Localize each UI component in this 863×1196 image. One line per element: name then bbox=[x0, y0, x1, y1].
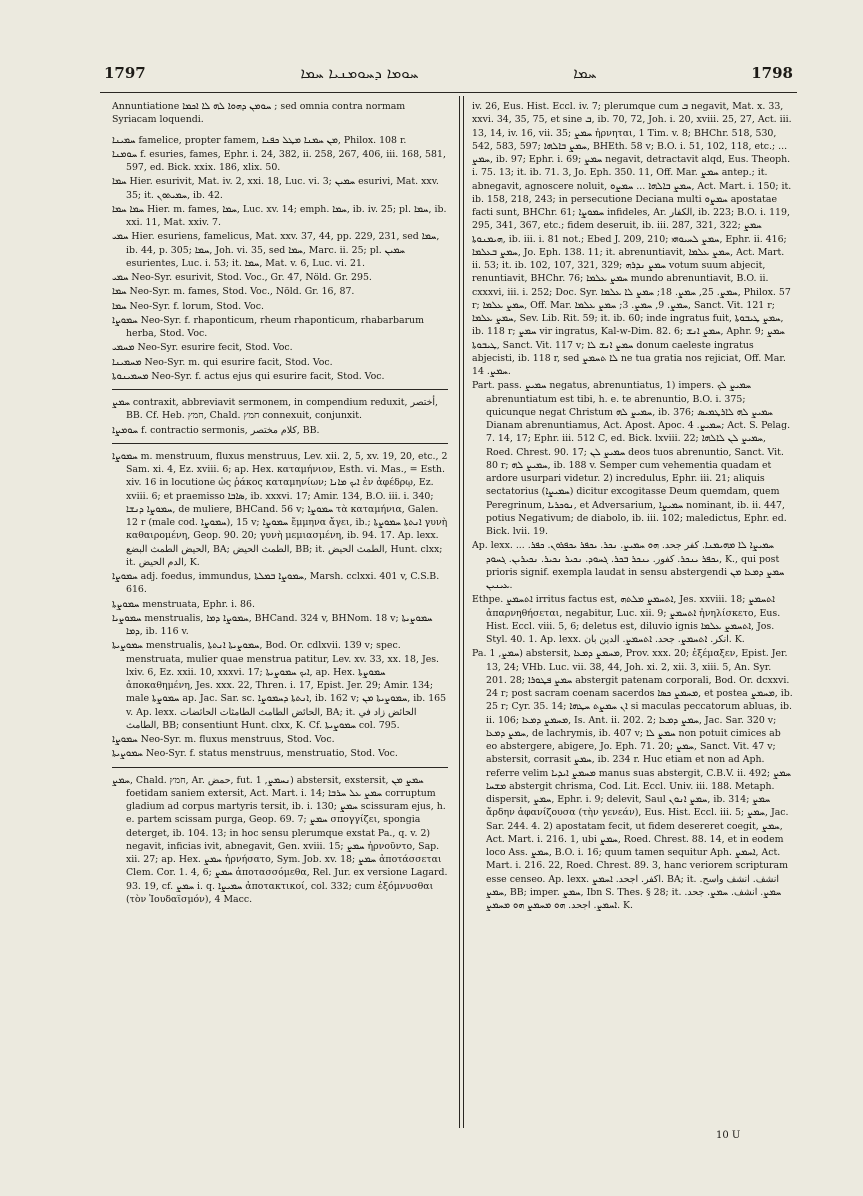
entry-text: Annuntiatione ܚܘܡܢ ܕܗܘܐ ܠܗ ܠܐ ܐܟܡܐ ; sed omnia contra normam Syriacam loquendi. bbox=[112, 101, 406, 126]
entry-text: ܚܡܝ Neo-Syr. esurivit, Stod. Voc., Gr. 47, Nöld. Gr. 295. bbox=[112, 272, 372, 283]
entry-text: ܡܚܡܝܢܐ Neo-Syr. m. qui esurire facit, Stod. Voc. bbox=[112, 356, 333, 368]
entry-separator bbox=[112, 389, 448, 390]
entry-text: iv. 26, Eus. Hist. Eccl. iv. 7; plerumque cum ܒ negavit, Mat. x. 33, xxvi. 34, 35, 75, et sine ܒ, ib. 70, 72, Joh. i. 20, xviii. 25, 27, Act. iii. 13, 14, iv. 16, vii. 35; ܚܡܨ ἠρνηται, 1 Tim. v. 8; BHChr. 518, 530, 542, 583, 597; ܚܡܨ ܒܐܠܗܐ, BHEth. 58 v; B.O. i. 51, 102, 118, etc.; ... ܚܡܨ, ib. 97; Ephr. i. 69; ܚܡܨ negavit, detractavit alqd, Eus. Theoph. i. 75. 13; it. ib. 71. 3, Jo. Eph. 350. 11, Off. Mar. ܚܡܨ antep.; it. abnegavit, agnoscere noluit, ܚܡܨ ܒܐܠܗܐ ... ܚܡܨܘ, Act. Mart. i. 150; it. ib. 158, 218, 243; in persecutione Deciana multi ܚܡܨܘ apostatae facti sunt, BHChr. 61; ܚܡܘܨܐ infideles, Ar. الكفار, ib. 223; B.O. i. 119, 295, 341, 367, etc.; fidem deseruit, ib. iii. 287, 321, 322; ܚܡܨ ܗܝܡܢܘܬܐ, ib. iii. i. 81 not.; Ebed J. 209, 210; ܚܡܨ ܠܚܝܘܗܝ, Ephr. ii. 416; ܚܡܨ ܒܥܠܡܐ, Jo. Eph. 138. 11; it. abrenuntiavit, ܚܡܨ ܥܠܡܐ, Act. Mart. ii. 53; it. ib. 102, 107, 321, 329; ܚܡܨ ܢܕܪܗ votum suum abjecit, renuntiavit, BHChr. 76; ܚܡܨ ܥܠܡܐ mundo abrenuntiavit, B.O. ii. cxxxvi, iii. i. 252; Doc. Syr. ܚܡܨ. 25, ܚܡܨ. 18; ܚܡܨ ܠܐ ܥܠܡܐ, Philox. 57 r; ܚܡܨ ܥܠܡܐ, Off. Mar. ܚܡܨ. 9, ܚܡܨ. 3; ܚܡܨ ܥܠܡܐ, Sanct. Vit. 121 r; ܚܡܨ ܥܠܡܐ, Sev. Lib. Rit. 59; it. ib. 60; inde ingratus fuit, ܚܡܨ ܛܝܒܘܬܐ, ib. 118 r; ܚܡܨ vir ingratus, Kal-w-Dim. 82. 6; ܚܡܨ ܐܢܫ, Aphr. 9; ܚܡܨ ܛܝܒܘܬܐ, Sanct. Vit. 117 v; ܚܡܨ ܐܢܫ ܠܐ donum caeleste ingratus abjecisti, ib. 118 r, sed ܠܐ ܬܚܡܨ ne tua gratia nos rejiciat, Off. Mar. ܚܡܨ. 14. bbox=[472, 101, 792, 377]
entry-text: Ethpe. ܐܬܚܡܨ irritus factus est, ܐܬܚܡܨ ܡܠܬܗ, Jes. xxviii. 18; ܐܬܚܡܨ ἀπαρνηθήσεται, negabitur, Luc. xii. 9; ܐܬܚܡܨ ἠνηλίσκετο, Eus. Hist. Eccl. viii. 5, 6; deletus est, diluvio ignis ܐܬܚܡܨ ܥܠܡܐ, Jos. Styl. 40. 1. Ap. lexx. انكر. ܐܬܚܡܨ. جحد. ܐܬܚܡܨ. الدين بان. K. bbox=[472, 594, 781, 645]
entry-text: ܚܡܨ, Chald. חמץ, Ar. حمض, fut. ܢܚܡܨ, 1) abstersit, exstersit, ܚܡܨ ܡܢ foetidam saniem extersit, Act. Mart. i. 14; ܚܡܨ ܥܠ ܚܪܒܐ corruptum gladium ad corpus martyris tersit, ib. i. 130; ܚܡܨ scissuram ejus, h. e. partem scissam purga, Geop. 69. 7; ܚܡܨ σπογγίζει, spongia deterget, ib. 104. 13; in hoc sensu plerumque exstat Pa., q. v. 2) negavit, inficias ivit, abnegavit, Gen. xviii. 15; ܚܡܨ ἠρνοῦντο, Sap. xii. 27; ap. Hex. ܚܡܨ ἠρνήσατο, Sym. Job. xv. 18; ܚܡܨ ἀποτάσσεται Clem. Cor. 1. 4, 6; ܚܡܨ ἀποτασσόμεθα, Rel. Jur. ex versione Lagard. 93. 19, cf. ܚܡܨ i. q. ܚܡܝܨܐ ἀποτακτικοί, col. 332; cum ἐξόμνυσθαι (τὸν Ἰουδαϊσμόν), 4 Macc. bbox=[112, 774, 448, 905]
left-page-number: 1797 bbox=[104, 64, 146, 82]
right-running-title: ܚܡܐ bbox=[573, 64, 597, 82]
entry-text: ܚܡܘܨܐ Neo-Syr. m. fluxus menstruus, Stod. Voc. bbox=[112, 734, 335, 745]
entry-text: ܚܡܐ Neo-Syr. m. fames, Stod. Voc., Nöld. Gr. 16, 87. bbox=[112, 286, 355, 298]
entry-text: Part. pass. ܚܡܝܨ negatus, abrenuntiatus, 1) impers. ܚܡܝܨ ܠܟ abrenuntiatum est tibi, h. e. te abrenuntio, B.O. i. 375; quicunque negat Christum ܚܡܝܨ ܠܗ, ib. 376; ܚܡܝܨ ܠܗ ܠܐܪܛܡܝܣ Dianam abrenuntiamus, Act. Apost. Apoc. ܚܡܝܨ. 4; Act. S. Pelag. 7. 14, 17; Ephr. iii. 512 C, ed. Bick. lxviii. 22; ܚܡܝܨ ܠܢ ܠܐܠܗܐ, Roed. Chrest. 90. 17; ܚܡܝܨ ܠܢ deos tuos abrenuntio, Sanct. Vit. 80 r; ܚܡܝܨ ܠܗ, ib. 188 v. Semper cum vehementia quadam et ardore usurpari videtur. 2) incredulus, Ephr. iii. 21; aliquis sectatorius (ܚܡܝܨܐ) dicitur excogitasse Deum quemdam, quem Peregrinum, ܢܘܟܪܝܐ, et Adversarium, ܚܡܝܨܐ nominant, ib. ii. 447, potius Negativum; de diabolo, ib. iii. 102; maledictus, Ephr. ed. Bick. lvii. 19. bbox=[472, 380, 791, 537]
entry-text: ܚܡܝ Hier. esuriens, famelicus, Mat. xxv. 37, 44, pp. 229, 231, sed ܚܡܐ, ib. 44, p. 305; ܚܡܐ, Joh. vi. 35, sed ܚܡܐ, Marc. ii. 25; pl. ܚܡܝܢ esurientes, Luc. i. 53; it. ܚܡܐ, Mat. v. 6, Luc. vi. 21. bbox=[112, 231, 440, 269]
entry-separator bbox=[112, 767, 448, 768]
column-divider bbox=[459, 96, 464, 1128]
right-page-number: 1798 bbox=[751, 64, 793, 82]
entry-text: ܚܡܘܨܐ adj. foedus, immundus, ܚܡܘܨܐ ܒܡܠܬܐ, Marsh. cclxxi. 401 v, C.S.B. 616. bbox=[112, 571, 440, 596]
signature-mark: 10 U bbox=[716, 1130, 741, 1141]
entry-text: ܡܚܡܝܢܘܬܐ Neo-Syr. f. actus ejus qui esurire facit, Stod. Voc. bbox=[112, 370, 385, 382]
entry-text: ܚܡܘܨܬܐ menstruata, Ephr. i. 86. bbox=[112, 598, 255, 610]
header-rule bbox=[100, 92, 797, 93]
entry-text: ܚܘܡܢܐ f. esuries, fames, Ephr. i. 24, 382, ii. 258, 267, 406, iii. 168, 581, 597, ed. Bick. xxix. 186, xlix. 50. bbox=[112, 148, 446, 173]
entry-text: ܚܘܡܨܐ f. contractio sermonis, كلام مختصر, BB. bbox=[112, 424, 320, 436]
entry-text: ܚܡܘܨܝܬܐ Neo-Syr. f. status menstruus, menstruatio, Stod. Voc. bbox=[112, 748, 398, 760]
entry-text: ܚܡܘܨܐ Neo-Syr. f. rhaponticum, rheum rhaponticum, rhabarbarum herba, Stod. Voc. bbox=[112, 314, 424, 339]
entry-text: ܚܡܘܨܐ m. menstruum, fluxus menstruus, Lev. xii. 2, 5, xv. 19, 20, etc., 2 Sam. xi. 4, Ez. xviii. 6; ap. Hex. καταμήνιον, Esth. vi. Mas., = Esth. xiv. 16 in locutione ὡς ῥάκος καταμηνίων; ܐܝܟ ܡܐܢܐ ἐν ἀφέδρῳ, Ez. xviii. 6; et praemisso ܣܐܒܐ, ib. xxxvi. 17; Amir. 134, B.O. iii. i. 340; ܚܡܘܨܐ ܕܢܫܐ, de muliere, BHCand. 56 v; ܚܡܘܨܐ τὰ καταμήνια, Galen. 12 r (male cod. ܚܡܘܨܐ), 15 v; ܚܡܘܨܐ ἔμμηνα ἄγει, ib.; ܐܢܬܬܐ ܚܡܘܨܬܐ γυνὴ καθαιρομένη, Geop. 90. 20; γυνὴ μεμιασμένη, ib. 94. 17. Ap. lexx. الحيض الطمث البضع, BA; الطمث الحيض, BB; it. الطمث الحيض, Hunt. clxx; it. الدم الحيض, K. bbox=[112, 450, 448, 568]
entry-text: Pa. ܚܡܨ, 1) abstersit, ܡܚܡܨ ܕܡܥܐ, Prov. xxx. 20; ἐξέμαξεν, Epist. Jer. 13, 24; VHb. Luc. vii. 38, 44, Joh. xi. 2, xii. 3, xiii. 5, An. Syr. 201. 28; ܚܡܨ ܦܛܘܪܐ abstergit patenam corporali, Bod. Or. dcxxvi. 24 r; post sacram coenam sacerdos ܡܚܡܨ ܟܣܐ, et postea ܡܚܡܨ, ib. 25 r; Cyr. 35. 14; ܐܢ ܚܡܨܬ ܚܛܗܐ si maculas peccatorum abluas, ib. ii. 106; ܡܚܡܨ ܕܡܥܐ, Is. Ant. ii. 202. 2; ܚܡܨ ܕܡܥܐ, Jac. Sar. 320 v; ܚܡܨ ܕܡܥܐ, de lachrymis, ib. 407 v; ܚܡܨ ܠܐ non potuit cimices ab eo abstergere, abigere, Jo. Eph. 71. 20; ܚܡܨ, Sanct. Vit. 47 v; abstersit, corrasit ܚܡܨ, ib. 234 r. Huc etiam et non ad Aph. referre velim ܡܚܡܨ ܐܝܕܝܐ manus suas abstergit, C.B.V. ii. 492; ܚܡܨ ܡܫܚܐ abstergit chrisma, Cod. Lit. Eccl. Univ. iii. 188. Metaph. dispersit, ܚܡܨ, Ephr. i. 9; delevit, Saul ܚܡܨ ܐܢܘܢ, ib. 314; ܚܡܨ ἄρδην ἀφανίζουσα (τὴν γενεάν), Eus. Hist. Eccl. iii. 5; ܚܡܨ, Jac. Sar. 244. 4. 2) apostatam fecit, ut fidem desereret coegit, ܚܡܨ, Act. Mart. i. 216. 1, ubi ܚܡܨ, Roed. Chrest. 88. 14, et in eodem loco Ass. ܚܡܨ, B.O. i. 16; quum tamen sequitur Aph. ܐܚܡܨ, Act. Mart. i. 216. 22, Roed. Chrest. 89. 3, hanc veriorem scripturam esse censeo. Ap. lexx. اكفر. اجحد. ܐܚܡܨ. BA; it. انشف. انشف واسح. ܚܡܨ, BB; imper. ܚܡܨ, Ibn S. Thes. § 28; it. ܚܡܨ. انشف. ܚܡܨ. جحد. ܐܚܡܨ. اجحد. ܗܘ ܡܚܡܨ ܗܘ ܡܚܡܨ. K. bbox=[472, 648, 793, 911]
entry-text: ܚܡܨ contraxit, abbreviavit sermonem, in compendium reduxit, أختصر, BB. Cf. Heb. חמץ, Chald. חמץ connexuit, conjunxit. bbox=[112, 397, 438, 422]
entry-text: ܚܡܐ Hier. esurivit, Mat. iv. 2, xxi. 18, Luc. vi. 3; ܚܡܝܢ esurivi, Mat. xxv. 35; it. ܚܡܝܬܘܢ, ib. 42. bbox=[112, 176, 439, 201]
entry-text: ܚܡܘܨܝܬܐ menstrualis, ܚܡܘܨܝܬܐ ܐܢܬܬܐ, Bod. Or. cdlxvii. 139 v; spec. menstruata, mulier quae menstrua patitur, Lev. xv. 33, xx. 18, Jes. lxiv. 6, Ez. xxii. 10, xxxvi. 17; ܐܝܟ ܚܡܘܨܝܬܐ, ap. Hex. ܚܡܘܨܬܐ ἀποκαθημένη, Jes. xxx. 22, Thren. i. 17, Epist. Jer. 29; Amir. 134; male ܚܡܘܨܬܐ ap. Jac. Sar. sc. ܐܢܬܬܐ ܕܚܡܘܨܐ, ib. 162 v; ܚܡܘܨܝܬܐ ܡܢ, ib. 165 v. Ap. lexx. الحائض الطامث الطامثات الحائضات, BA; it. الحائض زاد في الطامث, BB; consentiunt Hunt. clxx, K. Cf. ܚܡܘܨܝܬܐ col. 795. bbox=[112, 640, 447, 731]
entry-text: ܡܚܡܝ Neo-Syr. esurire fecit, Stod. Voc. bbox=[112, 342, 293, 354]
running-header bbox=[104, 58, 793, 88]
entry-text: Ap. lexx. ... ܚܡܝܨܐ ܠܐ ܡܗܝܡܢܐ. كفر جحد. ܗܘ ܚܡܝܨ. ܢܟܪ. ܝܟܦܪ ܝܟܦܪܘܢ. ܟܦܪ. ܝܟܦܪ ܝܢܟܪ. كفور. ܝܢܟܪ ܒܟܪ. ܓܚܘܕ. ܢܟܝܪ ܢܟܝܪ. ܢܟܝܪܝܢ. ܓܚܘܕ, K., qui post prioris signif. exempla laudat in sensu abstergendi ܚܡܨ ܕܡܥܐ ܡܢ ܥܝܢܝܢ. bbox=[472, 540, 785, 591]
entry-text: ܚܡܝܢܐ famelice, propter famem, ܡܢ ܚܡܢܐ ܡܛܠ ܟܦܢܐ, Philox. 108 r. bbox=[112, 134, 407, 146]
right-column bbox=[472, 100, 794, 1136]
entry-text: ܚܡܐ Neo-Syr. f. lorum, Stod. Voc. bbox=[112, 300, 264, 312]
entry-separator bbox=[112, 443, 448, 444]
left-column bbox=[112, 100, 448, 1136]
entry-text: ܚܡܘܨܝܐ menstrualis, ܚܡܘܨܐ ܕܡܐ, BHCand. 324 v, BHNom. 18 v; ܚܡܘܨܝܬܐ ܕܡܐ, ib. 116 v. bbox=[112, 612, 433, 637]
left-running-title: ܚܘܡܐ ܕܚܘܡܢܝܐ ܚܡܐ bbox=[300, 64, 419, 82]
entry-text: ܚܡܐ ܚܡܐ Hier. m. fames, ܚܡܐ, Luc. xv. 14; emph. ܚܡܐ, ib. iv. 25; pl. ܚܡܐ, ib. xxi. 11, Mat. xxiv. 7. bbox=[112, 203, 447, 228]
